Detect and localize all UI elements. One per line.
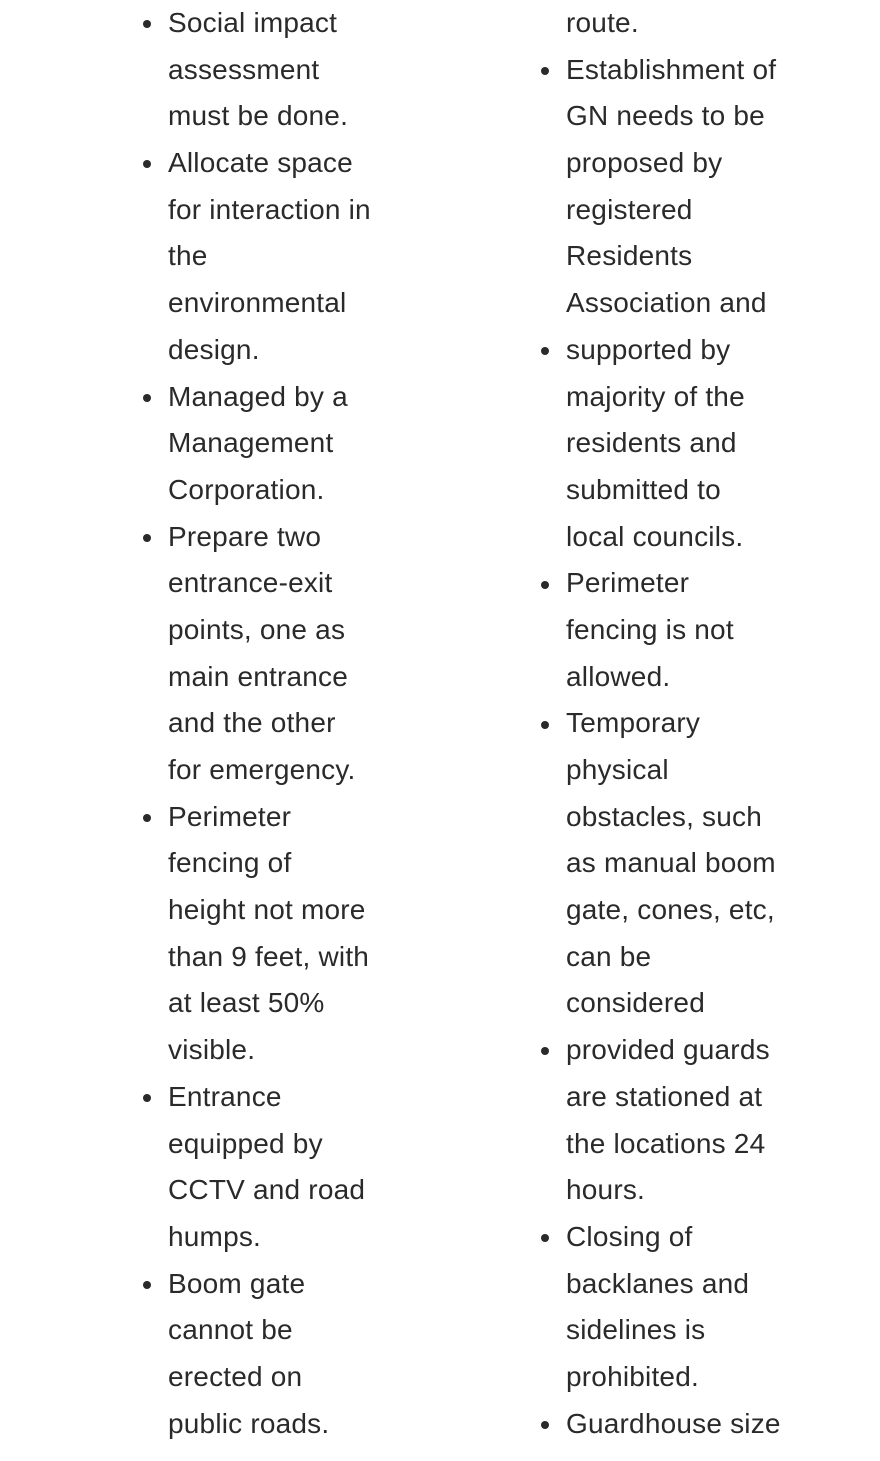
list-item-text: cannot be [168, 1314, 293, 1346]
list-item-line [140, 47, 410, 94]
list-item-text: the [168, 240, 208, 272]
bullet-icon [541, 721, 549, 729]
list-item-line [140, 374, 410, 421]
list-item-line [140, 980, 410, 1027]
list-item-line [538, 560, 828, 607]
list-item-text: as manual boom [566, 847, 776, 879]
list-item-line [538, 1027, 828, 1074]
list-item-text: design. [168, 333, 260, 365]
list-item-text: public roads. [168, 1407, 330, 1439]
list-item-line [538, 887, 828, 934]
list-item-line [538, 327, 828, 374]
list-item-line [538, 607, 828, 654]
list-item-text: Residents [566, 240, 693, 272]
list-item-text: submitted to [566, 473, 721, 505]
list-item-line [538, 980, 828, 1027]
bullet-icon [541, 67, 549, 75]
list-item-text: Managed by a [168, 380, 348, 412]
list-item-text: for emergency. [168, 754, 356, 785]
list-item-text: must be done. [168, 100, 349, 132]
list-item-line [140, 420, 410, 467]
list-item-text: Management [168, 427, 334, 459]
list-item-line-continuation [538, 0, 828, 47]
list-item-text: environmental [168, 287, 347, 319]
list-item-text: hours. [566, 1174, 646, 1206]
bullet-icon [143, 1281, 151, 1289]
bullet-icon [143, 534, 151, 542]
list-item-text: Establishment of [566, 53, 777, 85]
list-item-line [140, 1121, 410, 1168]
left-bullet-list [140, 0, 410, 1447]
bullet-icon [541, 347, 549, 355]
list-item-text: proposed by [566, 147, 723, 179]
bullet-icon [541, 581, 549, 589]
bullet-icon [143, 1094, 151, 1102]
list-item-text: Social impact [168, 7, 338, 38]
list-item-text: obstacles, such [566, 800, 762, 832]
list-item-line [140, 280, 410, 327]
list-item-text: route. [566, 7, 639, 38]
list-item-line [538, 514, 828, 561]
list-item-line [538, 1167, 828, 1214]
list-item-line [140, 140, 410, 187]
list-item-line [538, 187, 828, 234]
list-item-text: Perimeter [566, 567, 690, 599]
list-item-line [538, 233, 828, 280]
list-item-line [140, 934, 410, 981]
list-item-line [140, 1027, 410, 1074]
list-item-line [538, 420, 828, 467]
bullet-icon [143, 160, 151, 168]
list-item-text: for interaction in [168, 193, 371, 225]
list-item-line [538, 1074, 828, 1121]
list-item-line [538, 374, 828, 421]
list-item-line [140, 233, 410, 280]
list-item-text: physical [566, 754, 669, 785]
list-item-text: provided guards [566, 1034, 770, 1066]
list-item-text: GN needs to be [566, 100, 765, 132]
list-item-text: Perimeter [168, 800, 292, 832]
list-item-line [140, 560, 410, 607]
list-item-text: Temporary [566, 707, 701, 739]
list-item-text: equipped by [168, 1127, 323, 1159]
list-item-line [140, 840, 410, 887]
list-item-text: and the other [168, 707, 336, 739]
list-item-text: local councils. [566, 520, 744, 552]
list-item-text: CCTV and road [168, 1174, 366, 1206]
list-item-text: sidelines is [566, 1314, 706, 1346]
list-item-text: gate, cones, etc, [566, 894, 775, 926]
list-item-line [538, 934, 828, 981]
list-item-line [538, 47, 828, 94]
list-item-line [538, 747, 828, 794]
list-item-line [140, 1307, 410, 1354]
list-item-text: registered [566, 193, 693, 225]
list-item-text: humps. [168, 1220, 262, 1252]
list-item-text: fencing of [168, 847, 292, 879]
list-item-line [140, 747, 410, 794]
list-item-text: residents and [566, 427, 737, 459]
bullet-icon [143, 20, 151, 28]
bullet-icon [541, 1234, 549, 1242]
list-item-text: backlanes and [566, 1267, 750, 1299]
list-item-line [140, 514, 410, 561]
list-item-text: Closing of [566, 1220, 693, 1252]
list-item-text: majority of the [566, 380, 745, 412]
list-item-line [140, 1074, 410, 1121]
list-item-text: can be [566, 940, 652, 972]
list-item-text: allowed. [566, 660, 671, 692]
bullet-icon [541, 1047, 549, 1055]
list-item-text: assessment [168, 53, 320, 85]
list-item-line [538, 467, 828, 514]
list-item-text: main entrance [168, 660, 349, 692]
list-item-line [538, 1401, 828, 1448]
list-item-text: fencing is not [566, 613, 734, 645]
list-item-line [140, 607, 410, 654]
bullet-icon [143, 814, 151, 822]
list-item-line [140, 0, 410, 47]
list-item-line [140, 1354, 410, 1401]
list-item-line [140, 93, 410, 140]
list-item-text: entrance-exit [168, 567, 333, 599]
bullet-icon [143, 394, 151, 402]
list-item-line [140, 1167, 410, 1214]
bullet-icon [541, 1421, 549, 1429]
list-item-text: the locations 24 [566, 1127, 766, 1159]
right-bullet-list [538, 0, 828, 1447]
list-item-line [538, 93, 828, 140]
list-item-text: Allocate space [168, 147, 353, 179]
list-item-line [538, 280, 828, 327]
list-item-text: Association and [566, 287, 767, 319]
list-item-line [140, 700, 410, 747]
list-item-line [140, 1261, 410, 1308]
list-item-text: supported by [566, 333, 731, 365]
list-item-text: Guardhouse size [566, 1407, 781, 1439]
list-item-line [140, 467, 410, 514]
list-item-text: Prepare two [168, 520, 322, 552]
list-item-line [538, 140, 828, 187]
list-item-text: prohibited. [566, 1360, 699, 1392]
list-item-text: at least 50% [168, 987, 325, 1019]
list-item-line [538, 700, 828, 747]
list-item-line [140, 1214, 410, 1261]
list-item-line [140, 887, 410, 934]
list-item-text: visible. [168, 1034, 256, 1066]
list-item-text: are stationed at [566, 1080, 763, 1112]
list-item-line [538, 1307, 828, 1354]
list-item-line [140, 654, 410, 701]
list-item-text: height not more [168, 894, 366, 926]
list-item-line [538, 1121, 828, 1168]
list-item-text: points, one as [168, 613, 346, 645]
list-item-text: Boom gate [168, 1267, 306, 1299]
list-item-line [140, 327, 410, 374]
list-item-line [538, 840, 828, 887]
list-item-text: than 9 feet, with [168, 940, 370, 972]
list-item-line [140, 187, 410, 234]
list-item-line [538, 1214, 828, 1261]
list-item-text: considered [566, 987, 705, 1019]
list-item-line [538, 794, 828, 841]
list-item-text: Entrance [168, 1080, 282, 1112]
list-item-line [140, 1401, 410, 1448]
list-item-text: erected on [168, 1360, 303, 1392]
list-item-text: Corporation. [168, 473, 325, 505]
list-item-line [538, 1354, 828, 1401]
list-item-line [538, 1261, 828, 1308]
list-item-line [538, 654, 828, 701]
list-item-line [140, 794, 410, 841]
